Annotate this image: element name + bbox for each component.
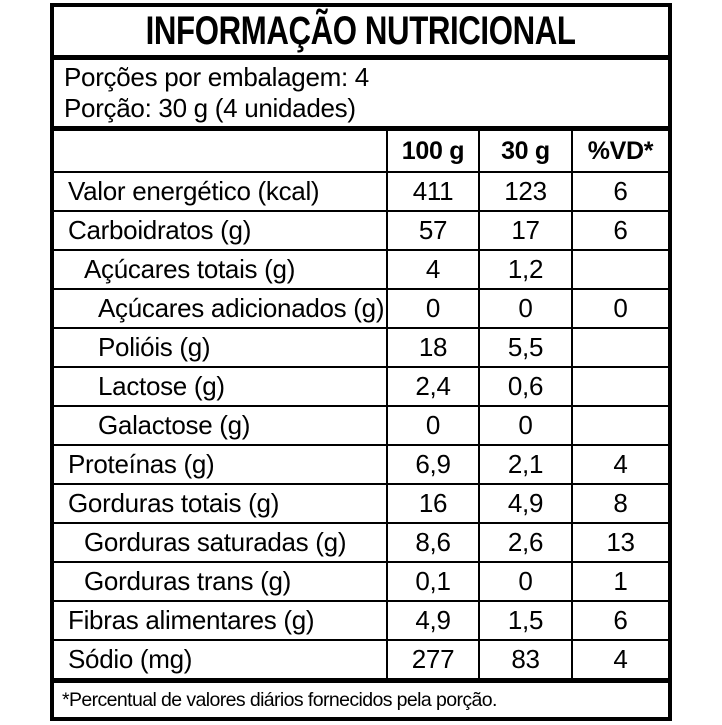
value-100g: 18 [386, 329, 478, 366]
table-header-row [54, 131, 668, 171]
table-row [54, 405, 668, 444]
value-vd [571, 251, 668, 288]
nutrition-facts-table [50, 3, 672, 721]
table-row [54, 522, 668, 561]
value-30g: 17 [478, 212, 571, 249]
value-30g: 5,5 [478, 329, 571, 366]
table-row [54, 288, 668, 327]
value-100g: 4,9 [386, 602, 478, 639]
table-row [54, 444, 668, 483]
value-30g: 2,6 [478, 524, 571, 561]
title-row [54, 7, 668, 55]
value-30g: 4,9 [478, 485, 571, 522]
page-title: INFORMAÇÃO NUTRICIONAL [146, 8, 576, 53]
value-vd: 1 [571, 563, 668, 600]
value-100g: 16 [386, 485, 478, 522]
table-row [54, 483, 668, 522]
value-30g: 123 [478, 173, 571, 210]
value-100g: 0,1 [386, 563, 478, 600]
table-row [54, 210, 668, 249]
nutrient-label: Polióis (g) [98, 332, 211, 362]
nutrient-label: Lactose (g) [98, 371, 225, 401]
table-row [54, 561, 668, 600]
nutrient-label: Açúcares adicionados (g) [98, 293, 385, 323]
value-30g: 0 [478, 407, 571, 444]
value-100g: 4 [386, 251, 478, 288]
nutrient-label: Gorduras saturadas (g) [84, 527, 347, 557]
nutrient-label: Valor energético (kcal) [68, 176, 320, 206]
table-row [54, 639, 668, 678]
header-100g: 100 g [386, 131, 478, 171]
value-vd [571, 329, 668, 366]
serving-size: Porção: 30 g (4 unidades) [64, 93, 356, 123]
nutrient-label: Proteínas (g) [68, 449, 215, 479]
value-100g: 277 [386, 641, 478, 678]
header-30g: 30 g [478, 131, 571, 171]
value-100g: 6,9 [386, 446, 478, 483]
value-100g: 411 [386, 173, 478, 210]
footnote-text: *Percentual de valores diários fornecidos pela porção. [62, 688, 497, 711]
table-row [54, 327, 668, 366]
value-vd: 4 [571, 446, 668, 483]
nutrient-label: Sódio (mg) [68, 644, 193, 674]
nutrient-label: Galactose (g) [98, 410, 251, 440]
table-body [54, 171, 668, 678]
nutrient-label: Fibras alimentares (g) [68, 605, 315, 635]
nutrient-label: Gorduras totais (g) [68, 488, 280, 518]
footnote [54, 683, 668, 717]
table-row [54, 600, 668, 639]
servings-per-package: Porções por embalagem: 4 [64, 62, 369, 92]
value-vd: 6 [571, 212, 668, 249]
value-30g: 83 [478, 641, 571, 678]
value-30g: 0 [478, 563, 571, 600]
nutrient-label: Açúcares totais (g) [84, 254, 296, 284]
value-vd: 6 [571, 173, 668, 210]
table-row [54, 249, 668, 288]
value-vd: 13 [571, 524, 668, 561]
header-vd: %VD* [571, 131, 668, 171]
value-100g: 57 [386, 212, 478, 249]
value-vd: 8 [571, 485, 668, 522]
nutrient-label: Carboidratos (g) [68, 215, 252, 245]
value-100g: 0 [386, 407, 478, 444]
table-row [54, 366, 668, 405]
serving-info [54, 60, 668, 126]
value-30g: 0 [478, 290, 571, 327]
value-30g: 0,6 [478, 368, 571, 405]
value-vd [571, 368, 668, 405]
value-30g: 1,5 [478, 602, 571, 639]
value-30g: 1,2 [478, 251, 571, 288]
value-100g: 0 [386, 290, 478, 327]
value-100g: 2,4 [386, 368, 478, 405]
nutrient-label: Gorduras trans (g) [84, 566, 292, 596]
value-vd: 0 [571, 290, 668, 327]
value-vd: 6 [571, 602, 668, 639]
value-vd [571, 407, 668, 444]
table-row [54, 171, 668, 210]
value-30g: 2,1 [478, 446, 571, 483]
value-vd: 4 [571, 641, 668, 678]
value-100g: 8,6 [386, 524, 478, 561]
header-empty-cell [54, 131, 386, 171]
